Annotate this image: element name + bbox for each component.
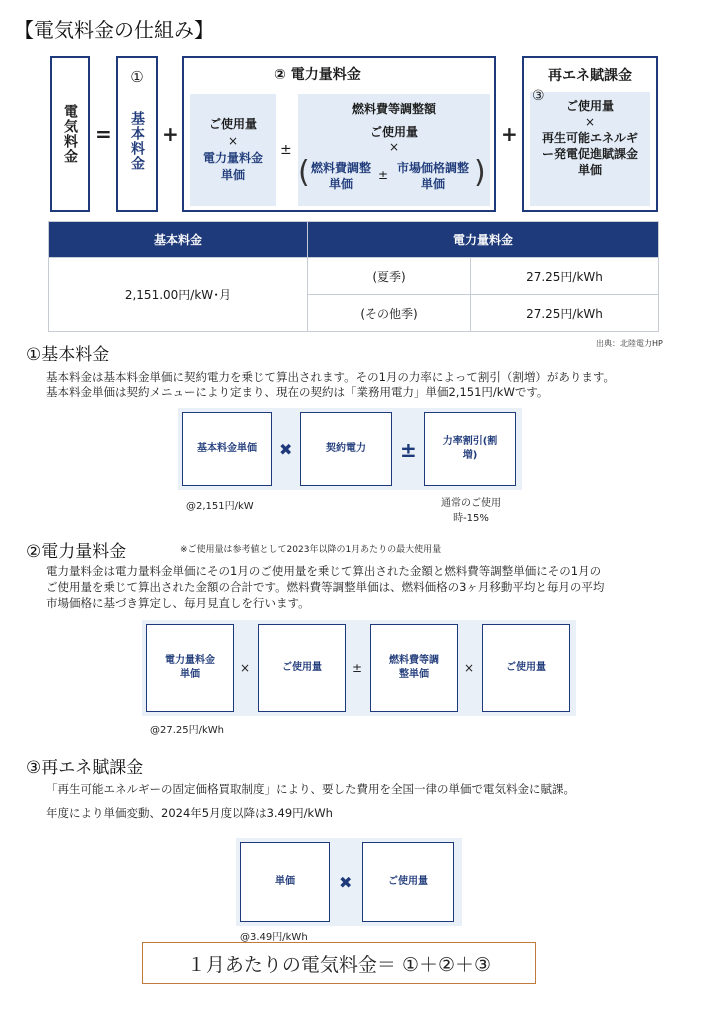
renew-header: 再エネ賦課金 bbox=[548, 68, 632, 84]
fuel-adjust-label: 燃料費調整単価 bbox=[310, 161, 371, 191]
formula2-box-usage-1 bbox=[258, 624, 346, 712]
rate-table bbox=[48, 221, 659, 332]
formula3-box-unit bbox=[240, 842, 330, 922]
basic-num: ① bbox=[130, 68, 144, 86]
fuel-times: × bbox=[388, 140, 400, 154]
renew-usage: ご使用量 bbox=[565, 99, 614, 113]
table-header-energy: 電力量料金 bbox=[308, 222, 659, 258]
left-paren: ( bbox=[298, 155, 310, 190]
total-box bbox=[50, 56, 90, 212]
formula2-box-fuel-label: 燃料費等調整単価 bbox=[389, 655, 439, 680]
source-note: 出典：北陸電力HP bbox=[596, 339, 663, 348]
formula1-box-contract bbox=[300, 412, 392, 486]
formula1-box-basic-unit bbox=[182, 412, 272, 486]
page-title: 【電気料金の仕組み】 bbox=[14, 18, 214, 42]
basic-label: 基本料金 bbox=[129, 111, 145, 171]
usage-label: ご使用量 bbox=[208, 117, 257, 131]
section2-heading: ②電力量料金 bbox=[26, 542, 127, 562]
section3-line2: 年度により単価変動、2024年5月度以降は3.49円/kWh bbox=[46, 806, 333, 820]
season-summer: (夏季) bbox=[308, 258, 471, 295]
formula3-box-usage-label: ご使用量 bbox=[388, 876, 428, 887]
renew-panel bbox=[530, 88, 650, 206]
formula1-box-power-factor-label: 力率割引(割増) bbox=[442, 436, 498, 461]
formula2-box-usage-1-label: ご使用量 bbox=[282, 662, 322, 673]
formula2-box-unit-price-label: 電力量料金単価 bbox=[165, 655, 215, 680]
renew-unit: 再生可能エネルギー発電促進賦課金単価 bbox=[541, 131, 638, 177]
formula2-box-fuel bbox=[370, 624, 458, 712]
formula1-pm: ± bbox=[400, 438, 417, 462]
formula1-box-power-factor bbox=[424, 412, 516, 486]
formula1-note-discount: 通常のご使用時-15% bbox=[441, 498, 501, 524]
unit-price-label: 電力量料金単価 bbox=[202, 151, 263, 182]
section2-line1: 電力量料金は電力量料金単価にその1月のご使用量を乗じて算出された金額と燃料費等調整単価にその1月の bbox=[46, 564, 602, 578]
season-other: (その他季) bbox=[308, 295, 471, 332]
section1-line2: 基本料金単価は契約メニューにより定まり、現在の契約は「業務用電力」単価2,151円/kWです。 bbox=[46, 385, 549, 399]
formula3-box-usage bbox=[362, 842, 454, 922]
plus-sign-2: + bbox=[501, 122, 518, 146]
pm-sign: ± bbox=[280, 142, 292, 158]
energy-header: ② 電力量料金 bbox=[274, 67, 361, 83]
section3-line1: 「再生可能エネルギーの固定価格買取制度」により、要した費用を全国一律の単価で電気料金に賦課。 bbox=[46, 782, 575, 796]
renew-num: ③ bbox=[532, 88, 545, 104]
market-adjust-label: 市場価格調整単価 bbox=[396, 161, 469, 191]
formula2-box-usage-2-label: ご使用量 bbox=[506, 662, 546, 673]
fuel-usage: ご使用量 bbox=[369, 125, 418, 139]
section2-line3: 市場価格に基づき算定し、毎月見直しを行います。 bbox=[46, 596, 310, 610]
fuel-title: 燃料費等調整額 bbox=[351, 102, 436, 116]
energy-usage-panel bbox=[190, 94, 276, 206]
formula2-pm: ± bbox=[352, 661, 363, 675]
price-other: 27.25円/kWh bbox=[471, 295, 659, 332]
formula2-box-unit-price bbox=[146, 624, 234, 712]
formula2-box-usage-2 bbox=[482, 624, 570, 712]
table-header-basic: 基本料金 bbox=[49, 222, 308, 258]
basic-box bbox=[116, 56, 158, 212]
formula1-times: ✖ bbox=[279, 440, 293, 459]
section3-heading: ③再エネ賦課金 bbox=[26, 758, 144, 778]
formula3-note: @3.49円/kWh bbox=[240, 932, 308, 943]
section2-line2: ご使用量を乗じて算出された金額の合計です。燃料費等調整単価は、燃料価格の3ヶ月移動平均と毎月の平均 bbox=[46, 580, 605, 594]
fuel-panel bbox=[298, 94, 490, 206]
renew-times: × bbox=[584, 115, 596, 129]
summary-box bbox=[142, 942, 536, 984]
energy-box bbox=[182, 56, 496, 212]
price-summer: 27.25円/kWh bbox=[471, 258, 659, 295]
section1-heading: ①基本料金 bbox=[26, 345, 110, 365]
formula3-times: ✖ bbox=[339, 873, 353, 892]
section2-heading-note: ※ご使用量は参考値として2023年以降の1月あたりの最大使用量 bbox=[180, 545, 442, 555]
formula1-note-price: @2,151円/kW bbox=[186, 501, 254, 512]
renew-box bbox=[522, 56, 658, 212]
total-label: 電気料金 bbox=[62, 104, 78, 164]
equals-sign: = bbox=[95, 122, 112, 146]
summary-formula: １月あたりの電気料金＝ ①＋②＋③ bbox=[186, 953, 492, 976]
basic-rate-cell: 2,151.00円/kW･月 bbox=[49, 258, 308, 332]
formula1-box-contract-label: 契約電力 bbox=[326, 443, 366, 454]
plus-sign-1: + bbox=[162, 122, 179, 146]
section1-line1: 基本料金は基本料金単価に契約電力を乗じて算出されます。その1月の力率によって割引（割増）があります。 bbox=[46, 370, 615, 384]
right-paren: ) bbox=[474, 155, 486, 190]
fuel-pm: ± bbox=[378, 168, 389, 182]
formula2-times-2: × bbox=[464, 661, 475, 675]
formula2-note: @27.25円/kWh bbox=[150, 725, 225, 736]
times-sign: × bbox=[227, 134, 239, 148]
formula2-times-1: × bbox=[240, 661, 251, 675]
formula3-box-unit-label: 単価 bbox=[275, 876, 295, 887]
formula1-box-basic-unit-label: 基本料金単価 bbox=[197, 443, 257, 454]
